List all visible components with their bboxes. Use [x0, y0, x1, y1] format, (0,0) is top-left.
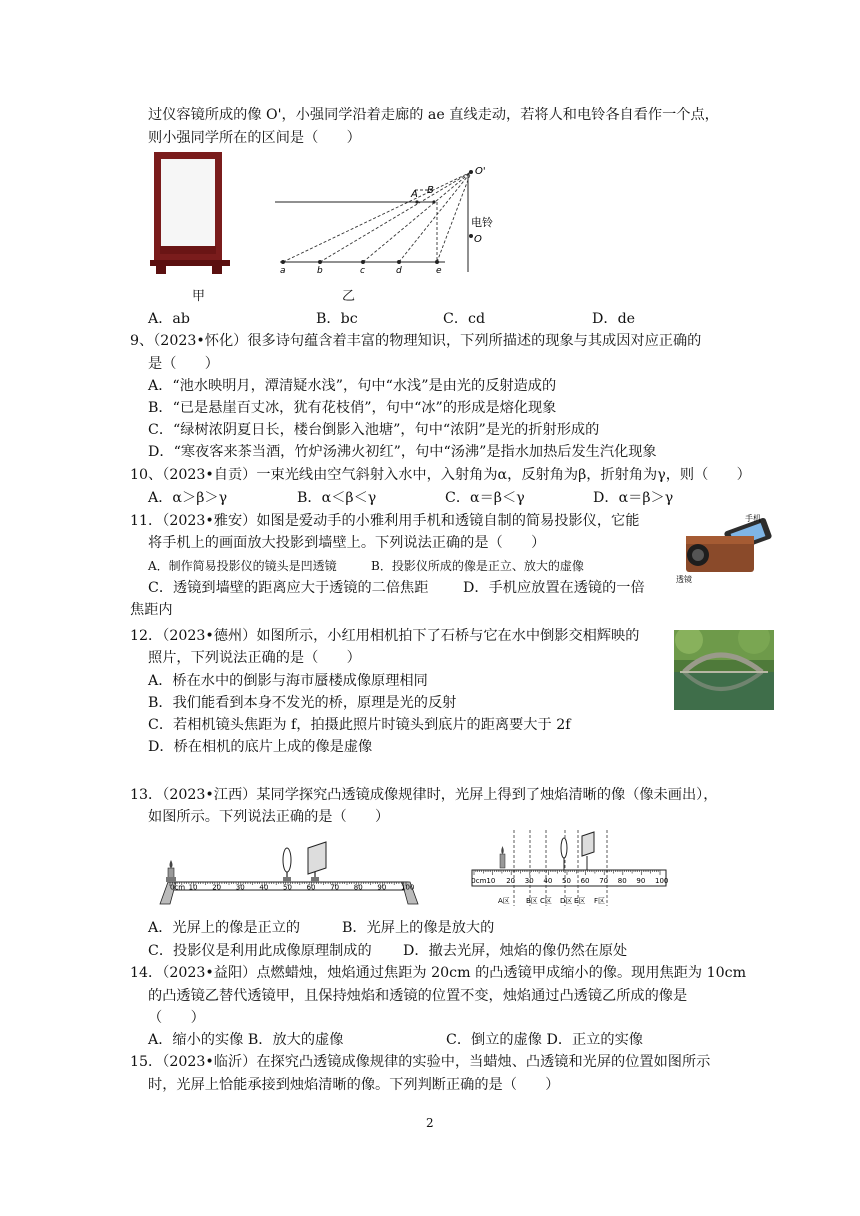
bench1-tick-label: 20: [212, 883, 222, 892]
bench2-tick-label: 20: [506, 877, 516, 885]
q12-text-line1: 12．（2023•德州）如图所示，小红用相机拍下了石桥与它在水中倒影交相辉映的: [130, 628, 640, 644]
page-number: 2: [426, 1116, 434, 1130]
q11-option-d: D．手机应放置在透镜的一倍: [463, 580, 645, 596]
svg-text:d: d: [396, 266, 402, 276]
bridge-photo: [674, 630, 774, 710]
bench1-tick-label: 60: [306, 883, 316, 892]
projector-image: [672, 510, 776, 590]
q14-option-ab: A．缩小的实像 B．放大的虚像: [148, 1032, 344, 1048]
bench1-tick-label: 70: [330, 883, 340, 892]
q13-option-d: D．撤去光屏，烛焰的像仍然在原处: [403, 943, 628, 959]
q11-option-b: B．投影仪所成的像是正立、放大的虚像: [371, 559, 584, 573]
q8-option-c: C．cd: [443, 311, 486, 327]
q11-option-c: C．透镜到墙壁的距离应大于透镜的二倍焦距: [148, 580, 429, 596]
svg-text:A: A: [411, 189, 418, 200]
fig-jia-label: 甲: [192, 289, 206, 304]
svg-text:e: e: [436, 266, 442, 276]
q9-option-a: A．“池水映明月，潭清疑水浅”，句中“水浅”是由光的反射造成的: [148, 378, 557, 394]
q8-text-line1: 过仪容镜所成的像 O'，小强同学沿着走廊的 ae 直线走动，若将人和电铃各自看作一个点，: [148, 107, 719, 123]
q13-text-line2: 如图所示。下列说法正确的是（ ）: [148, 809, 390, 825]
q15-text-line2: 时，光屏上恰能承接到烛焰清晰的像。下列判断正确的是（ ）: [148, 1077, 560, 1093]
q13-option-a: A．光屏上的像是正立的: [148, 920, 301, 936]
bench2-tick-label: 40: [543, 877, 553, 885]
q14-text-line1: 14．（2023•益阳）点燃蜡烛，烛焰通过焦距为 20cm 的凸透镜甲成缩小的像。现用焦距为 10cm: [130, 965, 747, 981]
q10-option-d: D．α＝β＞γ: [593, 490, 674, 506]
q12-option-a: A．桥在水中的倒影与海市蜃楼成像原理相同: [148, 673, 428, 689]
q9-text-line1: 9、（2023•怀化）很多诗句蕴含着丰富的物理知识，下列所描述的现象与其成因对应正确的: [130, 333, 702, 349]
mirror-figure: [146, 150, 236, 278]
bench1-tick-label: 50: [283, 883, 292, 892]
bench2-tick-label: 30: [524, 877, 534, 885]
q9-text-line2: 是（ ）: [148, 356, 219, 372]
bench2-tick-label: 100: [655, 877, 669, 885]
region-label: D区: [560, 897, 573, 905]
region-label: A区: [498, 897, 510, 905]
bench1-tick-label: 30: [235, 883, 245, 892]
region-label: C区: [540, 897, 552, 905]
optical-bench-2: [470, 826, 670, 912]
bench1-tick-label: 0cm: [170, 883, 186, 892]
q11-text-line2: 将手机上的画面放大投影到墙壁上。下列说法正确的是（ ）: [148, 535, 546, 551]
q13-option-b: B．光屏上的像是放大的: [342, 920, 495, 936]
q12-option-c: C．若相机镜头焦距为 f，拍摄此照片时镜头到底片的距离要大于 2f: [148, 717, 571, 733]
svg-text:B: B: [427, 185, 434, 196]
fig-yi-label: 乙: [342, 289, 356, 304]
q14-text-line3: （ ）: [148, 1010, 205, 1026]
q10-text-line1: 10、（2023•自贡）一束光线由空气斜射入水中，入射角为α，反射角为β，折射角为γ，则（ ）: [130, 467, 751, 483]
bench2-tick-label: 0cm10: [471, 877, 496, 885]
ray-diagram: [275, 160, 505, 280]
svg-text:b: b: [317, 266, 323, 276]
bench2-tick-label: 90: [636, 877, 646, 885]
bench1-tick-label: 80: [353, 883, 363, 892]
q14-text-line2: 的凸透镜乙替代透镜甲，且保持烛焰和透镜的位置不变，烛焰通过凸透镜乙所成的像是: [148, 988, 688, 1004]
bench2-tick-label: 60: [580, 877, 590, 885]
q8-option-b: B．bc: [316, 311, 358, 327]
q13-text-line1: 13．（2023•江西）某同学探究凸透镜成像规律时，光屏上得到了烛焰清晰的像（像未画出），: [130, 787, 718, 803]
q8-option-d: D．de: [592, 311, 636, 327]
q15-text-line1: 15．（2023•临沂）在探究凸透镜成像规律的实验中，当蜡烛、凸透镜和光屏的位置如图所示: [130, 1054, 711, 1070]
svg-text:O: O: [474, 234, 482, 245]
phone-label: 手机: [745, 514, 761, 523]
q10-option-b: B．α＜β＜γ: [297, 490, 377, 506]
q9-option-c: C．“绿树浓阴夏日长，楼台倒影入池塘”，句中“浓阴”是光的折射形成的: [148, 422, 600, 438]
q11-option-a: A．制作简易投影仪的镜头是凹透镜: [148, 559, 337, 573]
lens-label: 透镜: [676, 575, 692, 584]
bench2-tick-label: 50: [562, 877, 571, 885]
q9-option-b: B．“已是悬崖百丈冰，犹有花枝俏”，句中“冰”的形成是熔化现象: [148, 400, 557, 416]
q11-text-line1: 11．（2023•雅安）如图是爱动手的小雅利用手机和透镜自制的简易投影仪，它能: [130, 513, 640, 529]
region-label: B区: [526, 897, 538, 905]
bench1-tick-label: 90: [377, 883, 387, 892]
q11-option-d-cont: 焦距内: [130, 602, 173, 618]
bench2-tick-label: 70: [599, 877, 609, 885]
svg-text:c: c: [360, 266, 365, 276]
region-label: F区: [594, 897, 606, 905]
q9-option-d: D．“寒夜客来茶当酒，竹炉汤沸火初红”，句中“汤沸”是指水加热后发生汽化现象: [148, 444, 657, 460]
q14-option-cd: C．倒立的虚像 D．正立的实像: [446, 1032, 643, 1048]
bench2-tick-label: 80: [617, 877, 627, 885]
q12-option-b: B．我们能看到本身不发光的桥，原理是光的反射: [148, 695, 457, 711]
bench1-tick-label: 100: [401, 883, 415, 892]
optical-bench-1: [158, 830, 420, 910]
q12-option-d: D．桥在相机的底片上成的像是虚像: [148, 739, 373, 755]
o-prime-label: O': [475, 166, 486, 177]
q10-option-a: A．α＞β＞γ: [148, 490, 228, 506]
bench1-tick-label: 40: [259, 883, 269, 892]
svg-text:a: a: [280, 266, 286, 276]
q8-option-a: A．ab: [148, 311, 190, 327]
q12-text-line2: 照片，下列说法正确的是（ ）: [148, 650, 361, 666]
q10-option-c: C．α＝β＜γ: [445, 490, 525, 506]
q13-option-c: C．投影仪是利用此成像原理制成的: [148, 943, 372, 959]
q8-text-line2: 则小强同学所在的区间是（ ）: [148, 130, 361, 146]
bell-label: 电铃: [471, 216, 493, 229]
bench1-tick-label: 10: [188, 883, 198, 892]
region-label: E区: [574, 897, 586, 905]
